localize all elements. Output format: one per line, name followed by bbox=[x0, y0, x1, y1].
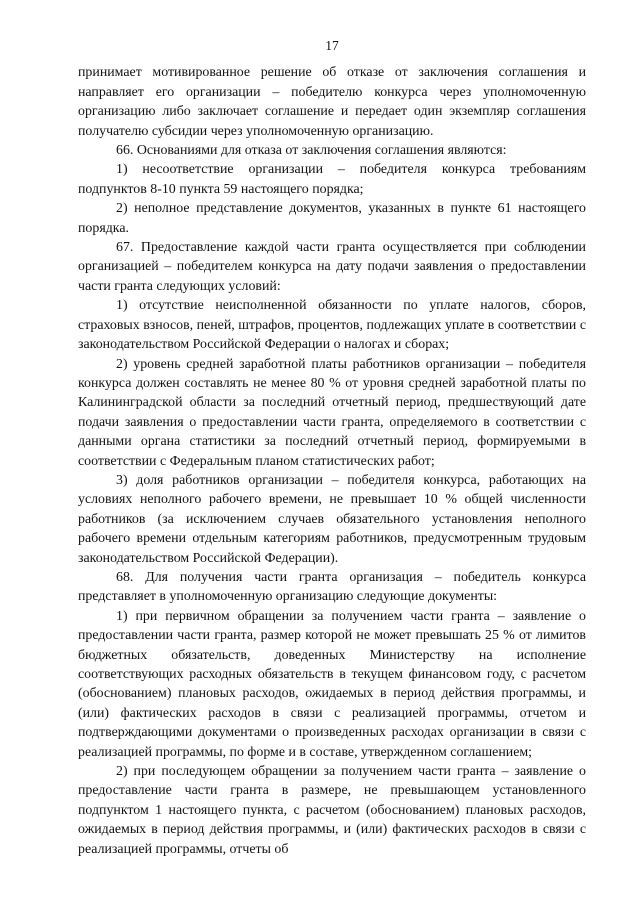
page-number: 17 bbox=[325, 38, 339, 53]
paragraph: 1) отсутствие неисполненной обязанности по уплате налогов, сборов, страховых взносов, пеней, штрафов, процентов, подлежащих уплате в соответствии с законодательством Российской Федерации о налогах и сборах; bbox=[78, 298, 586, 353]
paragraph: 68. Для получения части гранта организация – победитель конкурса представляет в уполномоченную организацию следующие документы: bbox=[78, 569, 586, 605]
paragraph: 67. Предоставление каждой части гранта осуществляется при соблюдении организацией – победителем конкурса на дату подачи заявления о предоставлении части гранта следующих условий: bbox=[78, 240, 586, 294]
paragraph: 2) уровень средней заработной платы работников организации – победителя конкурса должен составлять не менее 80 % от уровня средней заработной платы по Калининградской области за последний отчетный период, предшествующий дате подачи заявления о предоставлении части гранта, определяемого в соответствии с данными органа статистики за последний отчетный период, формируемыми в соответствии с Федеральным планом статистических работ; bbox=[78, 356, 586, 469]
document-page bbox=[78, 36, 586, 859]
paragraph: принимает мотивированное решение об отказе от заключения соглашения и направляет его организации – победителю конкурса через уполномоченную организацию либо заключает соглашение и передает один экземпляр соглашения получателю субсидии через уполномоченную организацию. bbox=[78, 65, 586, 139]
paragraph: 1) несоответствие организации – победителя конкурса требованиям подпунктов 8-10 пункта 59 настоящего порядка; bbox=[78, 162, 586, 197]
document-body bbox=[78, 63, 586, 859]
paragraph: 3) доля работников организации – победителя конкурса, работающих на условиях неполного рабочего времени, не превышает 10 % общей численности работников (за исключением случаев обязательного установления неполного рабочего времени отдельным категориям работников, предусмотренным трудовым законодательством Российской Федерации). bbox=[78, 472, 586, 566]
paragraph: 66. Основаниями для отказа от заключения соглашения являются: bbox=[116, 143, 507, 159]
paragraph: 2) неполное представление документов, указанных в пункте 61 настоящего порядка. bbox=[78, 201, 586, 236]
paragraph: 1) при первичном обращении за получением части гранта – заявление о предоставлении части гранта, размер которой не может превышать 25 % от лимитов бюджетных обязательств, доведенных Министерству на исполнение соответствующих расходных обязательств в текущем финансовом году, с расчетом (обоснованием) плановых расходов, ожидаемых в период действия программы, и (или) фактических расходов в связи с реализацией программы, отчетом и подтверждающими документами о произведенных расходах организации в связи с реализацией программы, по форме и в составе, утвержденном соглашением; bbox=[78, 608, 586, 760]
paragraph: 2) при последующем обращении за получением части гранта – заявление о предоставление части гранта в размере, не превышающем установленного подпунктом 1 настоящего пункта, с расчетом (обоснованием) плановых расходов, ожидаемых в период действия программы, и (или) фактических расходов в связи с реализацией программы, отчеты об bbox=[78, 764, 586, 857]
